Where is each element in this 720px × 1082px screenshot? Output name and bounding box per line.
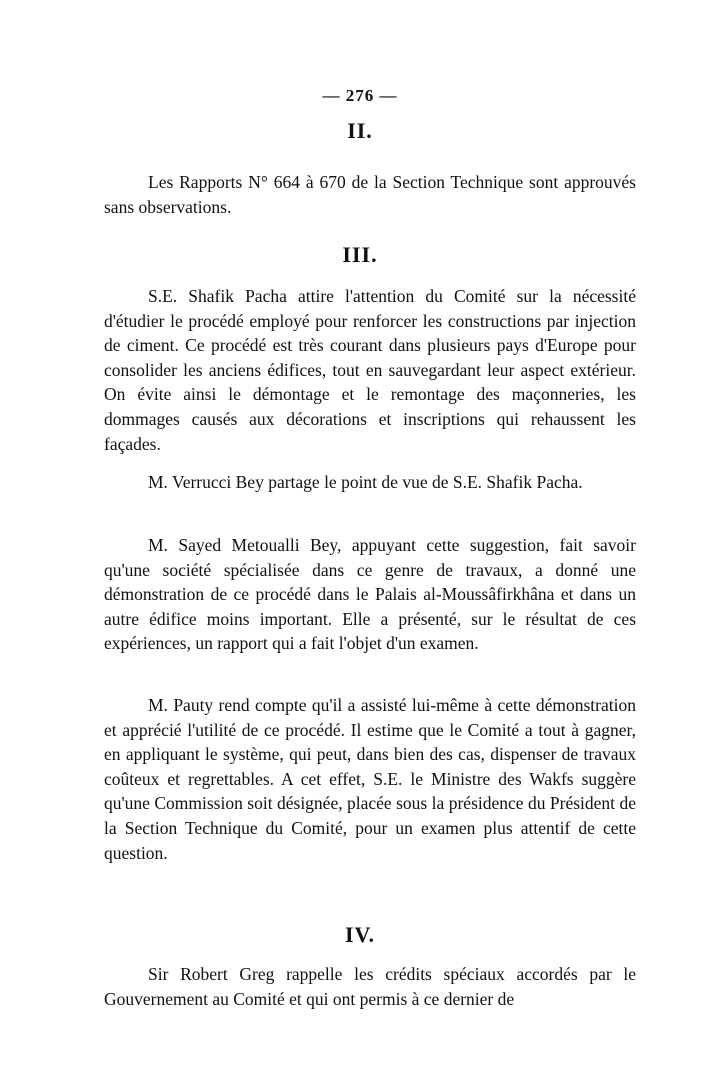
- paragraph-shafik-pacha: S.E. Shafik Pacha attire l'attention du Comité sur la nécessité d'étudier le procédé employé pour renforcer les constructions par injection de ciment. Ce procédé est très courant dans plusieurs pays d'Europe pour consolider les anciens édifices, tout en sauvegardant leur aspect extérieur. On évite ainsi le démontage et le remontage des maçonneries, les dommages causés aux décorations et inscriptions qui rehaussent les façades.: [104, 286, 636, 454]
- section-heading-ii: II.: [347, 118, 373, 143]
- paragraph-sayed-metoualli-bey: M. Sayed Metoualli Bey, appuyant cette suggestion, fait savoir qu'une société spécialisée dans ce genre de travaux, a donné une démonstration de ce procédé dans le Palais al-Moussâfirkhâna et dans un autre édifice moins important. Elle a présenté, sur le résultat de ces expériences, un rapport qui a fait l'objet d'un examen.: [104, 535, 636, 654]
- paragraph-verrucci-bey: M. Verrucci Bey partage le point de vue de S.E. Shafik Pacha.: [148, 472, 583, 492]
- paragraph-reports-approved: Les Rapports N° 664 à 670 de la Section Technique sont approuvés sans observations.: [104, 172, 636, 217]
- page-number: — 276 —: [322, 86, 398, 105]
- paragraph-robert-greg: Sir Robert Greg rappelle les crédits spéciaux accordés par le Gouvernement au Comité et qui ont permis à ce dernier de: [104, 964, 636, 1009]
- paragraph-pauty: M. Pauty rend compte qu'il a assisté lui-même à cette démonstration et apprécié l'utilité de ce procédé. Il estime que le Comité a tout à gagner, en appliquant le système, qui peut, dans bien des cas, dispenser de travaux coûteux et regrettables. A cet effet, S.E. le Ministre des Wakfs suggère qu'une Commission soit désignée, placée sous la présidence du Président de la Section Technique du Comité, pour un examen plus attentif de cette question.: [104, 695, 636, 863]
- section-heading-iv: IV.: [344, 922, 376, 947]
- section-heading-iii: III.: [342, 242, 378, 267]
